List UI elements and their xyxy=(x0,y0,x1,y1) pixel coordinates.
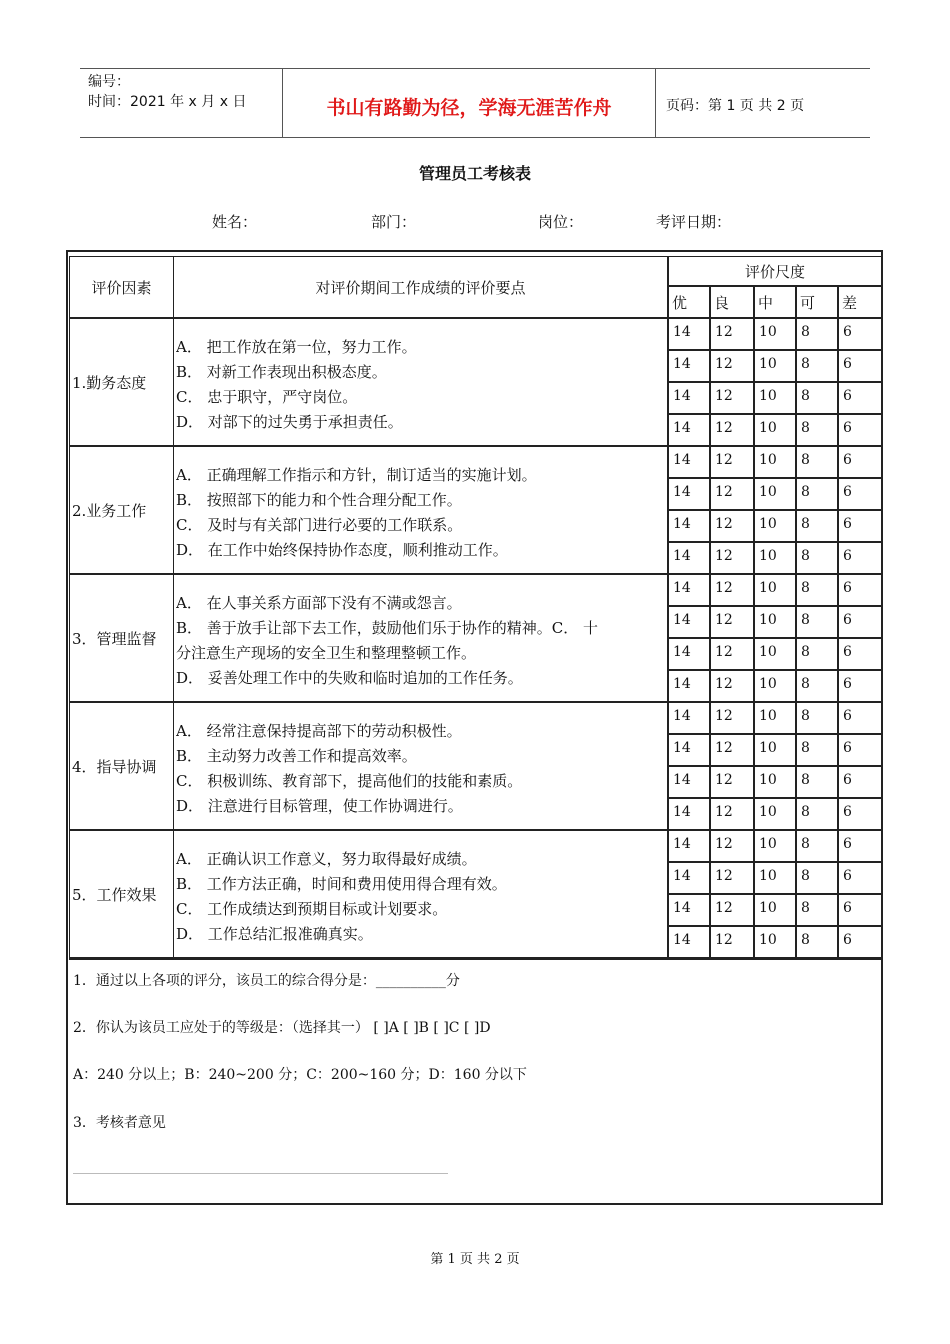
score-cell: 6 xyxy=(838,606,882,638)
criteria-line: C． 积极训练、教育部下，提高他们的技能和素质。 xyxy=(176,772,523,790)
points-header-label: 对评价期间工作成绩的评价要点 xyxy=(315,278,526,297)
score-cell: 8 xyxy=(796,926,838,958)
criteria-line: D． 对部下的过失勇于承担责任。 xyxy=(176,413,403,431)
score-cell: 6 xyxy=(838,382,882,414)
grade-header-3: 中 xyxy=(754,286,796,318)
score-cell: 14 xyxy=(668,830,710,862)
score-cell: 14 xyxy=(668,574,710,606)
score-cell: 8 xyxy=(796,798,838,830)
score-cell: 8 xyxy=(796,670,838,702)
score-cell: 10 xyxy=(754,478,796,510)
score-cell: 8 xyxy=(796,350,838,382)
criteria-line: A． 把工作放在第一位，努力工作。 xyxy=(176,338,417,356)
score-cell: 6 xyxy=(838,414,882,446)
score-cell: 14 xyxy=(668,926,710,958)
score-cell: 6 xyxy=(838,542,882,574)
score-cell: 6 xyxy=(838,478,882,510)
score-cell: 12 xyxy=(710,350,754,382)
score-cell: 12 xyxy=(710,638,754,670)
total-score-question: 1．通过以上各项的评分，该员工的综合得分是：__________分 xyxy=(73,973,460,989)
criteria-line: C． 忠于职守，严守岗位。 xyxy=(176,388,358,406)
score-cell: 10 xyxy=(754,862,796,894)
score-cell: 10 xyxy=(754,606,796,638)
criteria-line: A． 经常注意保持提高部下的劳动积极性。 xyxy=(176,722,462,740)
header-motto-cell xyxy=(282,69,656,137)
factor-label: 5．工作效果 xyxy=(72,885,157,904)
factor-label: 4．指导协调 xyxy=(72,757,157,776)
score-cell: 10 xyxy=(754,894,796,926)
grade-header-5: 差 xyxy=(838,286,882,318)
score-cell: 8 xyxy=(796,446,838,478)
reviewer-opinion-label: 3．考核者意见 xyxy=(73,1115,166,1131)
page-footer: 第 1 页 共 2 页 xyxy=(430,1252,520,1267)
score-cell: 12 xyxy=(710,446,754,478)
score-cell: 12 xyxy=(710,542,754,574)
score-cell: 6 xyxy=(838,766,882,798)
criteria-line: B． 工作方法正确，时间和费用使用得合理有效。 xyxy=(176,875,507,893)
header-info-cell xyxy=(80,69,282,137)
scale-header-label: 评价尺度 xyxy=(668,256,882,286)
criteria-line: C． 工作成绩达到预期目标或计划要求。 xyxy=(176,900,448,918)
score-cell: 12 xyxy=(710,766,754,798)
criteria-line: D． 注意进行目标管理，使工作协调进行。 xyxy=(176,797,463,815)
factor-label: 1.勤务态度 xyxy=(72,373,147,392)
motto-text: 书山有路勤为径，学海无涯苦作舟 xyxy=(326,97,612,119)
grading-scale: A：240 分以上；B：240~200 分；C：200~160 分；D：160 分以下 xyxy=(73,1067,527,1083)
score-cell: 6 xyxy=(838,574,882,606)
score-cell: 14 xyxy=(668,510,710,542)
score-cell: 10 xyxy=(754,510,796,542)
score-cell: 12 xyxy=(710,510,754,542)
criteria-line: B． 对新工作表现出积极态度。 xyxy=(176,363,387,381)
score-cell: 10 xyxy=(754,926,796,958)
score-cell: 12 xyxy=(710,318,754,350)
score-cell: 6 xyxy=(838,830,882,862)
score-cell: 6 xyxy=(838,798,882,830)
score-cell: 8 xyxy=(796,638,838,670)
criteria-line: 分注意生产现场的安全卫生和整理整顿工作。 xyxy=(176,644,477,662)
criteria-line: D． 妥善处理工作中的失败和临时追加的工作任务。 xyxy=(176,669,523,687)
score-cell: 6 xyxy=(838,446,882,478)
score-cell: 12 xyxy=(710,478,754,510)
criteria-line: A． 在人事关系方面部下没有不满或怨言。 xyxy=(176,594,462,612)
factor-header-label: 评价因素 xyxy=(91,278,152,297)
score-cell: 8 xyxy=(796,606,838,638)
score-cell: 14 xyxy=(668,350,710,382)
time-label: 时间：2021 年 x 月 x 日 xyxy=(88,94,247,110)
name-label: 姓名： xyxy=(212,213,258,231)
criteria-line: B． 按照部下的能力和个性合理分配工作。 xyxy=(176,491,462,509)
grade-header-4: 可 xyxy=(796,286,838,318)
number-label: 编号： xyxy=(88,74,130,90)
score-cell: 10 xyxy=(754,574,796,606)
factor-label: 2.业务工作 xyxy=(72,501,147,520)
score-cell: 12 xyxy=(710,606,754,638)
score-cell: 14 xyxy=(668,734,710,766)
score-cell: 8 xyxy=(796,702,838,734)
score-cell: 6 xyxy=(838,510,882,542)
criteria-line: D． 在工作中始终保持协作态度，顺利推动工作。 xyxy=(176,541,508,559)
score-cell: 14 xyxy=(668,862,710,894)
score-cell: 14 xyxy=(668,798,710,830)
score-cell: 10 xyxy=(754,350,796,382)
score-cell: 8 xyxy=(796,894,838,926)
score-cell: 10 xyxy=(754,766,796,798)
score-cell: 14 xyxy=(668,318,710,350)
score-cell: 10 xyxy=(754,670,796,702)
page-label: 页码：第 1 页 共 2 页 xyxy=(666,98,805,114)
score-cell: 12 xyxy=(710,382,754,414)
score-cell: 14 xyxy=(668,542,710,574)
score-cell: 10 xyxy=(754,382,796,414)
score-cell: 14 xyxy=(668,894,710,926)
score-cell: 10 xyxy=(754,446,796,478)
score-cell: 14 xyxy=(668,766,710,798)
table-bottom-rule xyxy=(69,958,882,960)
score-cell: 12 xyxy=(710,894,754,926)
document-header xyxy=(80,68,870,138)
score-cell: 12 xyxy=(710,574,754,606)
score-cell: 8 xyxy=(796,478,838,510)
score-cell: 14 xyxy=(668,414,710,446)
criteria-line: C． 及时与有关部门进行必要的工作联系。 xyxy=(176,516,463,534)
factor-label: 3．管理监督 xyxy=(72,629,157,648)
score-cell: 6 xyxy=(838,926,882,958)
grade-question: 2．你认为该员工应处于的等级是：（选择其一） [ ]A [ ]B [ ]C [ ]D xyxy=(73,1020,491,1036)
criteria-line: A． 正确理解工作指示和方针，制订适当的实施计划。 xyxy=(176,466,537,484)
score-cell: 6 xyxy=(838,734,882,766)
criteria-line: D． 工作总结汇报准确真实。 xyxy=(176,925,373,943)
score-cell: 12 xyxy=(710,862,754,894)
criteria-line: A． 正确认识工作意义，努力取得最好成绩。 xyxy=(176,850,477,868)
header-page-cell xyxy=(656,69,870,137)
score-cell: 12 xyxy=(710,702,754,734)
score-cell: 12 xyxy=(710,798,754,830)
score-cell: 14 xyxy=(668,382,710,414)
score-cell: 10 xyxy=(754,638,796,670)
signature-line xyxy=(73,1173,448,1174)
score-cell: 10 xyxy=(754,702,796,734)
score-cell: 10 xyxy=(754,318,796,350)
score-cell: 14 xyxy=(668,702,710,734)
score-cell: 6 xyxy=(838,638,882,670)
score-cell: 8 xyxy=(796,766,838,798)
criteria-line: B． 主动努力改善工作和提高效率。 xyxy=(176,747,417,765)
score-cell: 6 xyxy=(838,702,882,734)
score-cell: 8 xyxy=(796,830,838,862)
score-cell: 14 xyxy=(668,606,710,638)
grade-header-1: 优 xyxy=(668,286,710,318)
score-cell: 10 xyxy=(754,798,796,830)
score-cell: 8 xyxy=(796,414,838,446)
criteria-line: B． 善于放手让部下去工作，鼓励他们乐于协作的精神。C． 十 xyxy=(176,619,599,637)
position-label: 岗位： xyxy=(538,213,584,231)
score-cell: 14 xyxy=(668,446,710,478)
score-cell: 8 xyxy=(796,318,838,350)
score-cell: 12 xyxy=(710,734,754,766)
score-cell: 8 xyxy=(796,542,838,574)
score-cell: 10 xyxy=(754,830,796,862)
score-cell: 8 xyxy=(796,734,838,766)
score-cell: 8 xyxy=(796,382,838,414)
score-cell: 14 xyxy=(668,670,710,702)
score-cell: 6 xyxy=(838,862,882,894)
score-cell: 8 xyxy=(796,510,838,542)
score-cell: 14 xyxy=(668,478,710,510)
score-cell: 8 xyxy=(796,574,838,606)
score-cell: 8 xyxy=(796,862,838,894)
form-title: 管理员工考核表 xyxy=(418,164,531,183)
score-cell: 10 xyxy=(754,414,796,446)
score-cell: 6 xyxy=(838,670,882,702)
score-cell: 14 xyxy=(668,638,710,670)
score-cell: 10 xyxy=(754,542,796,574)
score-cell: 10 xyxy=(754,734,796,766)
score-cell: 12 xyxy=(710,926,754,958)
score-cell: 12 xyxy=(710,414,754,446)
score-cell: 12 xyxy=(710,670,754,702)
score-cell: 6 xyxy=(838,894,882,926)
grade-header-2: 良 xyxy=(710,286,754,318)
dept-label: 部门： xyxy=(371,213,417,231)
review-date-label: 考评日期： xyxy=(656,213,732,231)
score-cell: 6 xyxy=(838,350,882,382)
score-cell: 12 xyxy=(710,830,754,862)
score-cell: 6 xyxy=(838,318,882,350)
